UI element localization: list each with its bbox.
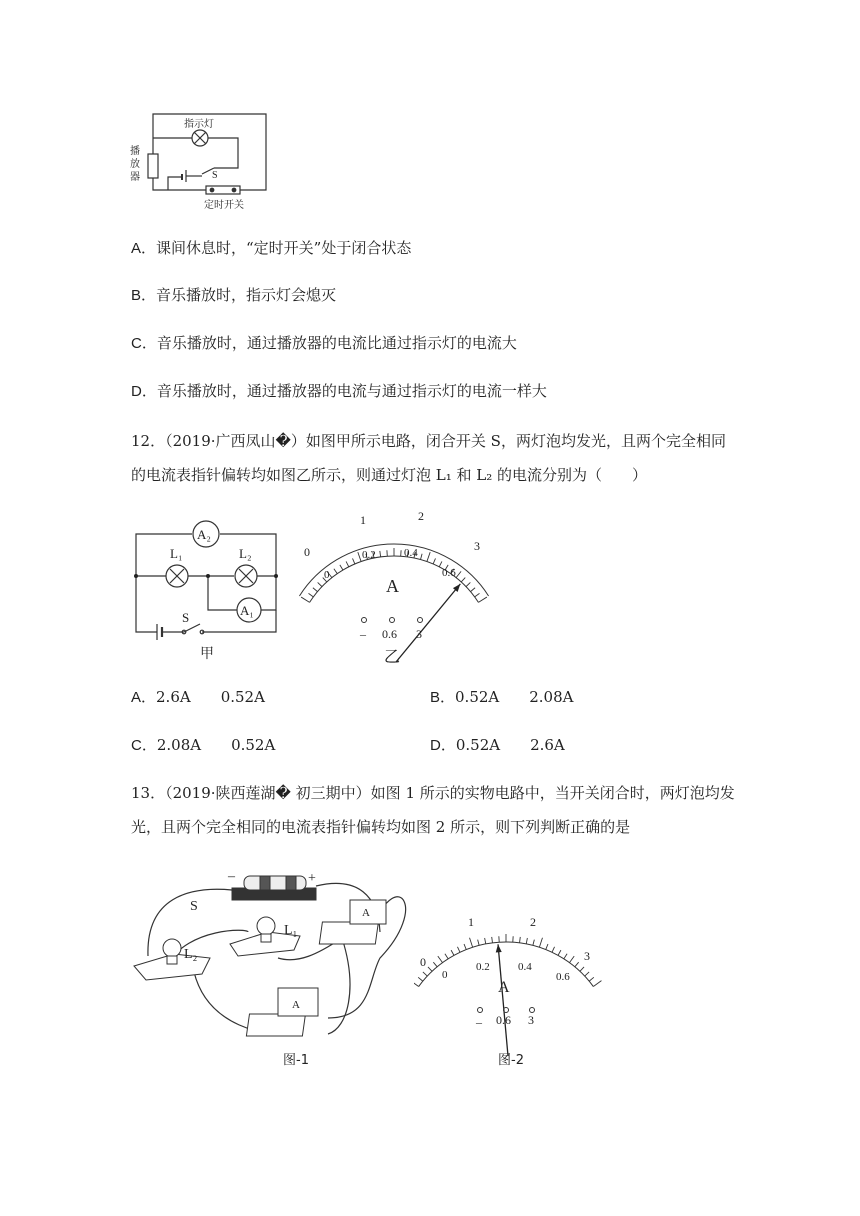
player-label-2: 放 — [130, 159, 140, 170]
meter-a-label: A — [362, 907, 370, 919]
dial-tick — [438, 956, 443, 962]
dial-tick — [564, 954, 567, 959]
battery-minus: – — [228, 869, 235, 884]
dial-tick — [585, 972, 589, 976]
dial-tick — [593, 981, 601, 987]
dial-tick — [475, 593, 480, 597]
dial-tick — [456, 571, 461, 577]
switch-s-label: S — [212, 170, 218, 181]
q13-ammeter-dial — [414, 900, 604, 1066]
ammeter-a1-label: A₁ — [240, 603, 254, 618]
meter-a-label: A — [292, 999, 300, 1011]
dial-upper-tick: 0 — [420, 955, 426, 969]
q12-option-d — [430, 735, 565, 756]
dial-tick — [539, 938, 542, 948]
option-letter: D． — [131, 383, 157, 400]
dial-terminal: 3 — [528, 1013, 534, 1027]
dial-unit: A — [386, 576, 399, 596]
dial-tick — [558, 950, 561, 955]
dial-tick — [445, 954, 448, 959]
q13-stem-line1: 13．（2019·陕西莲湖� 初三期中）如图 1 所示的实物电路中，当开关闭合时，两灯泡均发 — [131, 784, 735, 802]
dial-tick — [309, 593, 314, 597]
dial-unit: A — [498, 979, 510, 996]
option-letter: D． — [430, 737, 456, 754]
dial-tick — [461, 578, 465, 582]
q13-stem-line2: 光，且两个完全相同的电流表指针偏转均如图 2 所示，则下列判断正确的是 — [131, 818, 631, 836]
switch-s-label: S — [190, 899, 198, 914]
dial-upper-tick: 1 — [468, 915, 474, 929]
q12-option-b — [430, 687, 573, 708]
option-letter: C． — [131, 335, 157, 352]
dial-tick — [589, 977, 594, 981]
lamp-l2-label: L₂ — [239, 546, 252, 561]
q12-stem-line2: 的电流表指针偏转均如图乙所示，则通过灯泡 L₁ 和 L₂ 的电流分别为（ ） — [131, 466, 648, 484]
dial-tick — [451, 950, 454, 955]
option-letter: C． — [131, 737, 157, 754]
dial-tick — [492, 937, 493, 943]
option-letter: A． — [131, 240, 157, 257]
dial-tick — [478, 597, 486, 602]
dial-upper-tick: 3 — [584, 949, 590, 963]
q12-stem-line1: 12．（2019·广西凤山�）如图甲所示电路，闭合开关 S，两灯泡均发光，且两个完全相同 — [131, 432, 726, 450]
dial-tick — [418, 977, 423, 981]
dial-lower-tick: 0.4 — [518, 961, 532, 973]
lamp-l1-label: L₁ — [284, 923, 298, 938]
figure-caption-1: 图-1 — [283, 1053, 309, 1068]
switch-s-label: S — [182, 610, 190, 625]
dial-terminal: 0.6 — [496, 1013, 511, 1027]
dial-tick — [313, 588, 318, 592]
option-text: 课间休息时，“定时开关”处于闭合状态 — [156, 239, 412, 257]
dial-lower-tick: 0.6 — [556, 971, 570, 983]
dial-tick — [470, 938, 473, 948]
dial-tick — [423, 972, 427, 976]
dial-tick — [457, 947, 460, 952]
timer-label: 定时开关 — [204, 200, 244, 211]
dial-tick — [569, 956, 574, 962]
dial-terminal: – — [360, 627, 366, 641]
dial-tick — [471, 588, 476, 592]
option-text: 0.52A 2.08A — [455, 688, 574, 706]
dial-tick — [318, 582, 322, 586]
option-text: 音乐播放时，通过播放器的电流比通过指示灯的电流大 — [156, 334, 517, 352]
dial-tick — [334, 569, 337, 574]
dial-upper-tick: 3 — [474, 539, 480, 553]
dial-lower-tick: 0.2 — [362, 549, 376, 561]
dial-tick — [526, 938, 527, 944]
lamp-l2-label: L₂ — [184, 947, 198, 962]
dial-needle — [498, 944, 508, 1056]
dial-terminal: 3 — [416, 627, 422, 641]
lamp-label: 指示灯 — [184, 119, 214, 130]
dial-tick — [546, 944, 548, 950]
timer-circuit-figure — [128, 108, 276, 212]
ammeter-a2-label: A₂ — [197, 527, 211, 542]
dial-upper-tick: 0 — [304, 545, 310, 559]
dial-tick — [301, 597, 309, 602]
dial-lower-tick: 0.6 — [442, 567, 456, 579]
dial-tick — [552, 947, 555, 952]
dial-terminal: – — [476, 1015, 482, 1029]
dial-tick — [466, 582, 470, 586]
q12-option-c — [131, 735, 275, 756]
dial-lower-tick: 0 — [324, 569, 330, 581]
dial-tick — [485, 938, 486, 944]
option-text: 音乐播放时，指示灯会熄灭 — [156, 286, 337, 304]
dial-tick — [358, 552, 361, 561]
dial-lower-tick: 0 — [442, 969, 448, 981]
figure-caption-2: 图-2 — [498, 1053, 524, 1066]
option-letter: A． — [131, 689, 157, 706]
player-label-1: 播 — [130, 146, 140, 157]
dial-upper-tick: 2 — [530, 915, 536, 929]
q12-circuit-figure — [128, 518, 288, 668]
dial-terminal: 0.6 — [382, 627, 397, 641]
q11-option-a — [131, 238, 411, 259]
dial-tick — [580, 967, 584, 971]
q12-ammeter-dial — [296, 506, 496, 666]
dial-tick — [433, 962, 437, 967]
dial-tick — [520, 937, 521, 943]
q13-physical-circuit — [128, 868, 418, 1070]
option-text: 0.52A 2.6A — [455, 736, 565, 754]
option-text: 2.6A 0.52A — [156, 688, 265, 706]
dial-needle — [396, 584, 460, 662]
q11-option-b — [131, 285, 336, 306]
figure-caption-yi: 乙 — [384, 647, 401, 666]
q12-option-a — [131, 687, 265, 708]
dial-tick — [427, 552, 430, 561]
dial-lower-tick: 0.2 — [476, 961, 490, 973]
dial-tick — [478, 940, 479, 946]
dial-tick — [346, 561, 349, 566]
dial-tick — [380, 551, 381, 557]
dial-tick — [420, 554, 422, 560]
option-letter: B． — [430, 689, 456, 706]
dial-tick — [340, 565, 343, 570]
dial-upper-tick: 1 — [360, 513, 366, 527]
dial-lower-tick: 0.4 — [404, 547, 418, 559]
option-text: 2.08A 0.52A — [156, 736, 276, 754]
dial-tick — [353, 558, 355, 564]
option-text: 音乐播放时，通过播放器的电流与通过指示灯的电流一样大 — [156, 382, 547, 400]
dial-upper-tick: 2 — [418, 509, 424, 523]
dial-tick — [533, 940, 534, 946]
dial-tick — [414, 981, 419, 987]
q11-option-c — [131, 333, 517, 354]
q11-option-d — [131, 381, 547, 402]
dial-tick — [428, 967, 432, 971]
dial-tick — [575, 962, 579, 967]
option-letter: B． — [131, 287, 157, 304]
dial-tick — [439, 561, 442, 566]
lamp-l1-label: L₁ — [170, 546, 183, 561]
figure-caption-jia: 甲 — [200, 646, 214, 662]
battery-plus: + — [308, 871, 316, 886]
player-label-3: 器 — [130, 172, 140, 183]
dial-tick — [433, 558, 435, 564]
dial-tick — [464, 944, 466, 950]
